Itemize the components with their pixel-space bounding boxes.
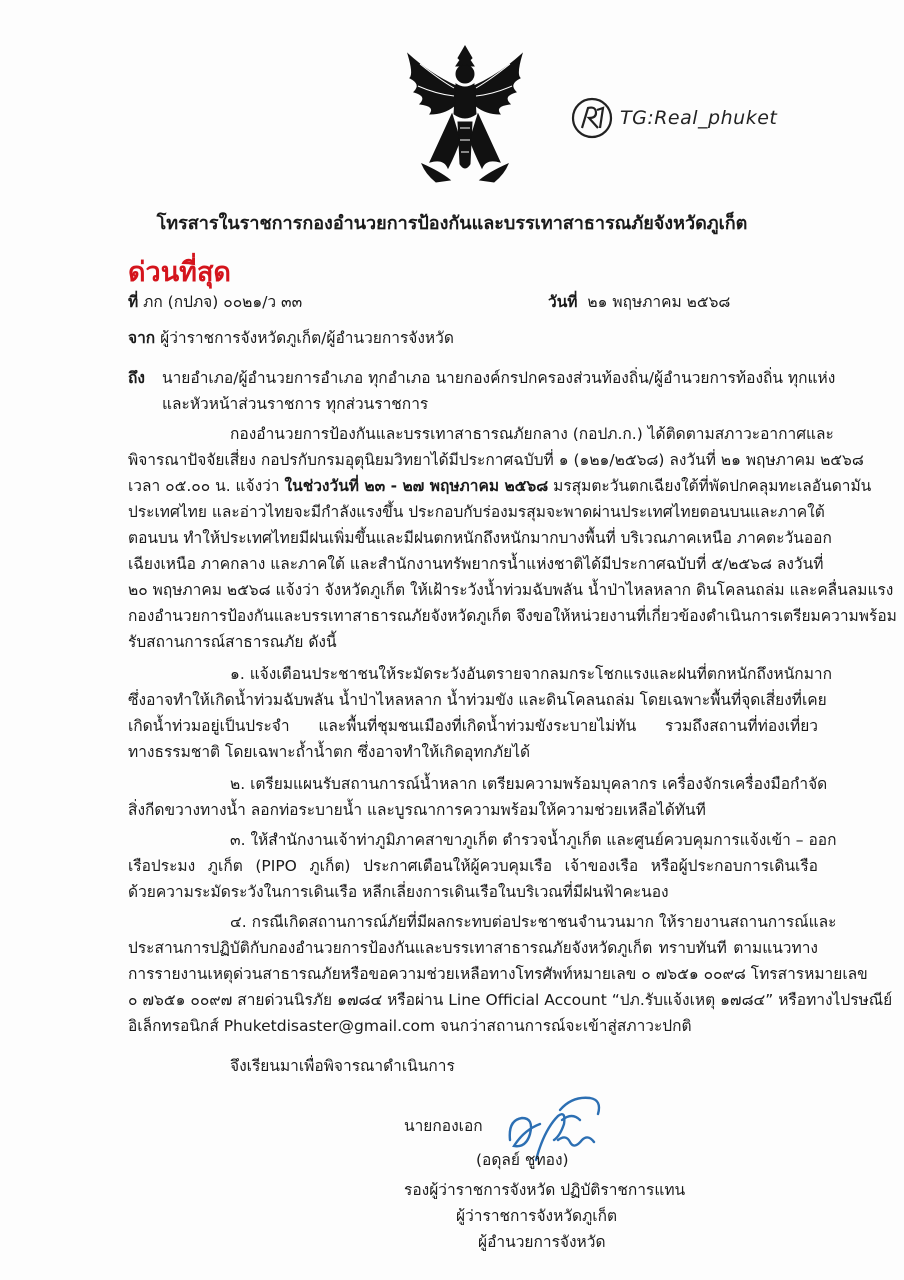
- item-line: สิ่งกีดขวางทางน้ำ ลอกท่อระบายน้ำ และบูรณาการความพร้อมให้ความช่วยเหลือได้ทันที: [128, 801, 706, 819]
- paragraph-line: ประเทศไทย และอ่าวไทยจะมีกำลังแรงขึ้น ประกอบกับร่องมรสุมจะพาดผ่านประเทศไทยตอนบนและภาคใต้: [128, 503, 825, 521]
- paragraph-line: รับสถานการณ์สาธารณภัย ดังนี้: [128, 633, 337, 651]
- item-line: เกิดน้ำท่วมอยู่เป็นประจำ และพื้นที่ชุมชนเมืองที่เกิดน้ำท่วมขังระบายไม่ทัน รวมถึงสถานที่ท่องเที่ยว: [128, 717, 818, 735]
- item-line: อิเล็กทรอนิกส์ Phuketdisaster@gmail.com จนกว่าสถานการณ์จะเข้าสู่สภาวะปกติ: [128, 1017, 692, 1035]
- item-line: ๔. กรณีเกิดสถานการณ์ภัยที่มีผลกระทบต่อประชาชนจำนวนมาก ให้รายงานสถานการณ์และ: [230, 913, 837, 931]
- urgency-label: ด่วนที่สุด: [128, 257, 231, 288]
- item-line: ๒. เตรียมแผนรับสถานการณ์น้ำหลาก เตรียมความพร้อมบุคลากร เครื่องจักรเครื่องมือกำจัด: [230, 775, 828, 793]
- paragraph-line: [128, 476, 872, 496]
- garuda-emblem-icon: [400, 44, 530, 184]
- from-value: ผู้ว่าราชการจังหวัดภูเก็ต/ผู้อำนวยการจังหวัด: [160, 329, 454, 347]
- p1-line3-bold-period: ในช่วงวันที่ ๒๓ - ๒๗ พฤษภาคม ๒๕๖๘: [284, 477, 549, 495]
- paragraph-line: ตอนบน ทำให้ประเทศไทยมีฝนเพิ่มขึ้นและมีฝนตกหนักถึงหนักมากบางพื้นที่ บริเวณภาคเหนือ ภาคตะวันออก: [128, 529, 832, 547]
- reference-number: ภก (กปภจ) ๐๐๒๑/ว ๓๓: [143, 293, 303, 311]
- item-line: การรายงานเหตุด่วนสาธารณภัยหรือขอความช่วยเหลือทางโทรศัพท์หมายเลข ๐ ๗๖๕๑ ๐๐๙๘ โทรสารหมายเลข: [128, 965, 868, 983]
- reference-label: ที่: [128, 293, 139, 311]
- item-line: ๓. ให้สำนักงานเจ้าท่าภูมิภาคสาขาภูเก็ต ตำรวจน้ำภูเก็ต และศูนย์ควบคุมการแจ้งเข้า – ออก: [230, 831, 837, 849]
- item-line: ๐ ๗๖๕๑ ๐๐๙๗ สายด่วนนิรภัย ๑๗๘๔ หรือผ่าน Line Official Account “ปภ.รับแจ้งเหตุ ๑๗๘๔” หรือทางไปรษณีย์: [128, 991, 893, 1009]
- document-title: โทรสารในราชการกองอำนวยการป้องกันและบรรเทาสาธารณภัยจังหวัดภูเก็ต: [156, 213, 748, 234]
- date-value: ๒๑ พฤษภาคม ๒๕๖๘: [587, 293, 731, 311]
- paragraph-line: พิจารณาปัจจัยเสี่ยง กอปรกับกรมอุตุนิยมวิทยาได้มีประกาศฉบับที่ ๑ (๑๒๑/๒๕๖๘) ลงวันที่ ๒๑ พฤษภาคม ๒๕๖๘: [128, 451, 864, 469]
- to-label-wrap: [128, 368, 145, 388]
- item-line: ประสานการปฏิบัติกับกองอำนวยการป้องกันและบรรเทาสาธารณภัยจังหวัดภูเก็ต ทราบทันที ตามแนวทาง: [128, 939, 818, 957]
- item-line: ทางธรรมชาติ โดยเฉพาะถ้ำน้ำตก ซึ่งอาจทำให้เกิดอุทกภัยได้: [128, 743, 531, 761]
- item-line: เรือประมง ภูเก็ต (PIPO ภูเก็ต) ประกาศเตือนให้ผู้ควบคุมเรือ เจ้าของเรือ หรือผู้ประกอบการเดินเรือ: [128, 857, 818, 875]
- signer-position-3: ผู้อำนวยการจังหวัด: [478, 1233, 606, 1251]
- item-line: ๑. แจ้งเตือนประชาชนให้ระมัดระวังอันตรายจากลมกระโชกแรงและฝนที่ตกหนักถึงหนักมาก: [230, 665, 833, 683]
- reference-line: [128, 292, 302, 312]
- signer-name: (อดุลย์ ชูทอง): [476, 1151, 569, 1169]
- signer-rank: นายกองเอก: [404, 1117, 483, 1135]
- signer-position-2: ผู้ว่าราชการจังหวัดภูเก็ต: [456, 1207, 618, 1225]
- item-line: ด้วยความระมัดระวังในการเดินเรือ หลีกเลี่ยงการเดินเรือในบริเวณที่มีฝนฟ้าคะนอง: [128, 883, 669, 901]
- from-line: [128, 328, 454, 348]
- from-label: จาก: [128, 329, 156, 347]
- date-label: วันที่: [548, 293, 578, 311]
- date-line: [548, 292, 730, 312]
- watermark-logo-icon: [570, 96, 614, 140]
- signer-position-1: รองผู้ว่าราชการจังหวัด ปฏิบัติราชการแทน: [404, 1181, 686, 1199]
- paragraph-line: ๒๐ พฤษภาคม ๒๕๖๘ แจ้งว่า จังหวัดภูเก็ต ให้เฝ้าระวังน้ำท่วมฉับพลัน น้ำป่าไหลหลาก ดินโคลนถล่ม และคลื่นลมแรง: [128, 581, 894, 599]
- item-line: ซึ่งอาจทำให้เกิดน้ำท่วมฉับพลัน น้ำป่าไหลหลาก น้ำท่วมขัง และดินโคลนถล่ม โดยเฉพาะพื้นที่จุดเสี่ยงที่เคย: [128, 691, 827, 709]
- to-line-2: และหัวหน้าส่วนราชการ ทุกส่วนราชการ: [162, 395, 429, 413]
- paragraph-line: กองอำนวยการป้องกันและบรรเทาสาธารณภัยจังหวัดภูเก็ต จึงขอให้หน่วยงานที่เกี่ยวข้องดำเนินการเตรียมความพร้อม: [128, 607, 897, 625]
- paragraph-line: กองอำนวยการป้องกันและบรรเทาสาธารณภัยกลาง (กอปภ.ก.) ได้ติดตามสภาวะอากาศและ: [230, 425, 834, 443]
- to-label: ถึง: [128, 369, 145, 387]
- closing-line: จึงเรียนมาเพื่อพิจารณาดำเนินการ: [230, 1057, 455, 1075]
- p1-line3-start: เวลา ๐๕.๐๐ น. แจ้งว่า: [128, 477, 280, 495]
- to-line-1: นายอำเภอ/ผู้อำนวยการอำเภอ ทุกอำเภอ นายกองค์กรปกครองส่วนท้องถิ่น/ผู้อำนวยการท้องถิ่น ทุกแห่ง: [162, 369, 836, 387]
- p1-line3-end: มรสุมตะวันตกเฉียงใต้ที่พัดปกคลุมทะเลอันดามัน: [553, 477, 872, 495]
- paragraph-line: เฉียงเหนือ ภาคกลาง และภาคใต้ และสำนักงานทรัพยากรน้ำแห่งชาติได้มีประกาศฉบับที่ ๕/๒๕๖๘ ลงวันที่: [128, 555, 824, 573]
- watermark-text: TG:Real_phuket: [620, 107, 778, 129]
- watermark: [570, 96, 777, 140]
